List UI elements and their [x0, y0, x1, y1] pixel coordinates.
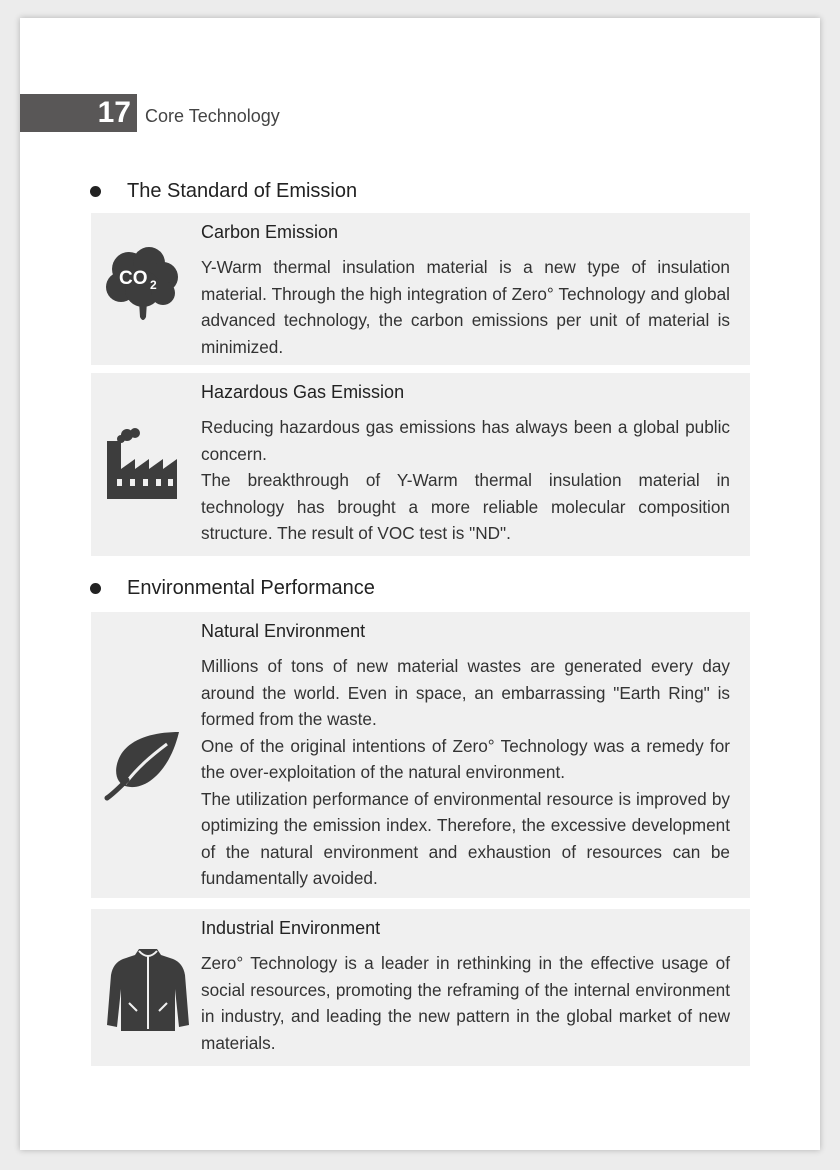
page-title: Core Technology [145, 106, 280, 126]
card-hazardous-gas-emission [91, 373, 750, 556]
page-header [20, 94, 820, 132]
co2-cloud-icon [103, 243, 183, 330]
card-natural-environment [91, 612, 750, 898]
section-title-text: Environmental Performance [127, 577, 375, 599]
card-heading: Natural Environment [201, 621, 366, 641]
card-text [201, 612, 730, 892]
card-heading: Carbon Emission [201, 222, 339, 242]
svg-text:2: 2 [150, 278, 157, 292]
jacket-icon [103, 945, 193, 1040]
card-paragraph: The breakthrough of Y-Warm thermal insulation material in technology has brought a more reliable molecular composition structure. The result of VOC test is "ND". [201, 470, 730, 543]
card-paragraph: The utilization performance of environmental resource is improved by optimizing the emission index. Therefore, the excessive development of the natural environment and exhaustion of resources can be fundamentally avoided. [201, 788, 730, 888]
card-heading: Industrial Environment [201, 918, 381, 938]
bullet-dot [90, 583, 101, 594]
card-text [201, 213, 730, 360]
svg-text:CO: CO [119, 268, 148, 289]
card-paragraph: Millions of tons of new material wastes are generated every day around the world. Even in space, an embarrassing "Earth Ring" is formed from the waste. [201, 656, 730, 729]
leaf-icon [103, 730, 183, 807]
card-text [201, 909, 730, 1056]
card-text [201, 373, 730, 547]
card-carbon-emission [91, 213, 750, 365]
card-body [201, 950, 730, 1056]
page-number: 17 [97, 96, 131, 129]
card-paragraph: Zero° Technology is a leader in rethinking in the effective usage of social resources, promoting the reframing of the internal environment in industry, and leading the new pattern in the global market of new materials. [201, 953, 730, 1053]
card-paragraph: One of the original intentions of Zero° Technology was a remedy for the over-exploitation of the natural environment. [201, 735, 730, 782]
card-heading: Hazardous Gas Emission [201, 382, 405, 402]
bullet-dot [90, 186, 101, 197]
card-body [201, 414, 730, 547]
card-paragraph: Y-Warm thermal insulation material is a new type of insulation material. Through the high integration of Zero° Technology and global advanced technology, the carbon emissions per unit of material is minimized. [201, 257, 730, 357]
factory-icon [103, 425, 183, 510]
section-title-text: The Standard of Emission [127, 180, 358, 202]
card-body [201, 653, 730, 892]
card-industrial-environment [91, 909, 750, 1066]
card-body [201, 254, 730, 360]
card-paragraph: Reducing hazardous gas emissions has always been a global public concern. [201, 417, 730, 464]
document-page [20, 18, 820, 1150]
